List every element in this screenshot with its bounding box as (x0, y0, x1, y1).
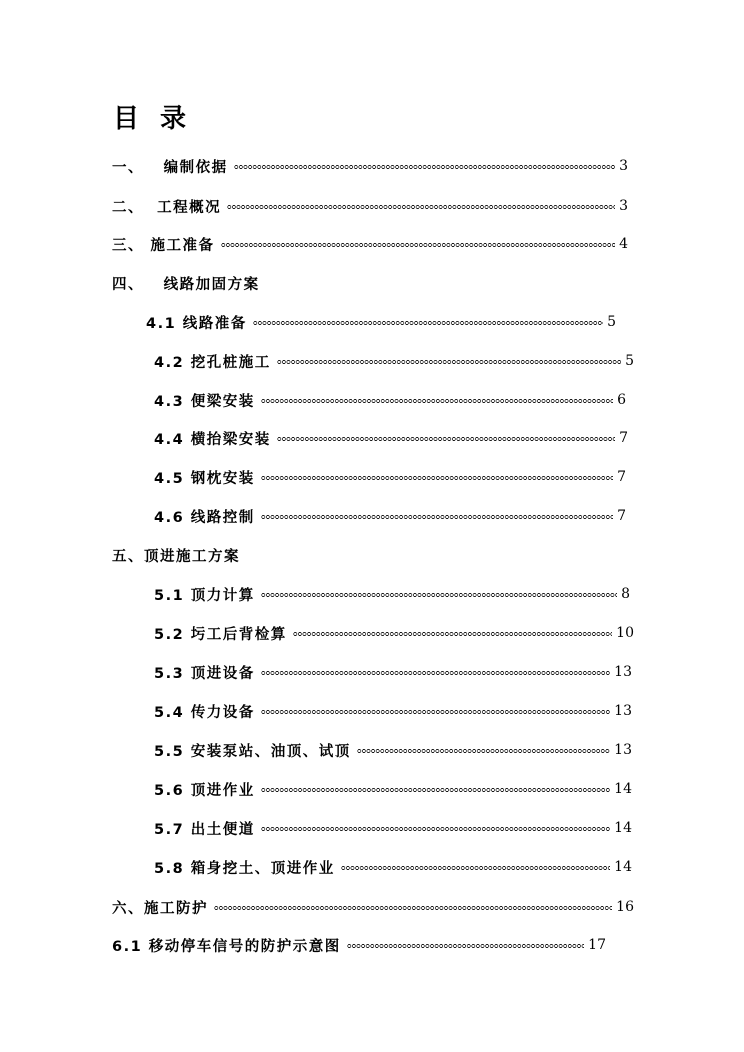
dot-leader (277, 436, 615, 442)
toc-entry-page: 5 (625, 353, 634, 369)
toc-entry-page: 7 (617, 508, 626, 524)
toc-entry-label: 4.3 便梁安装 (154, 393, 255, 410)
dot-leader (293, 631, 612, 637)
toc-entry[interactable] (154, 700, 632, 722)
toc-entry-page: 14 (614, 781, 632, 797)
toc-entry[interactable] (154, 583, 630, 605)
page-title: 目 录 (113, 104, 193, 134)
toc-entry-page: 4 (619, 236, 628, 252)
toc-entry[interactable] (154, 350, 634, 372)
toc-entry-page: 13 (614, 703, 632, 719)
toc-entry-page: 16 (616, 899, 634, 915)
dot-leader (261, 475, 613, 481)
dot-leader (261, 787, 610, 793)
dot-leader (214, 905, 612, 911)
toc-entry[interactable] (112, 155, 628, 177)
toc-entry[interactable] (146, 311, 616, 333)
toc-entry[interactable] (154, 622, 634, 644)
toc-entry-page: 3 (619, 198, 628, 214)
toc-entry-page: 7 (619, 430, 628, 446)
toc-entry-label: 5.6 顶进作业 (154, 782, 255, 799)
dot-leader (234, 164, 615, 170)
toc-entry-label: 五、顶进施工方案 (112, 548, 240, 565)
toc-entry[interactable] (154, 817, 632, 839)
dot-leader (261, 709, 610, 715)
toc-entry-label: 二、 工程概况 (112, 199, 222, 216)
toc-entry-label: 5.8 箱身挖土、顶进作业 (154, 860, 335, 877)
toc-entry-label: 4.2 挖孔桩施工 (154, 354, 271, 371)
dot-leader (357, 748, 610, 754)
toc-entry-page: 7 (617, 469, 626, 485)
toc-entry[interactable] (154, 505, 626, 527)
toc-entry-page: 13 (614, 742, 632, 758)
toc-entry-label: 4.4 横抬梁安装 (154, 431, 271, 448)
dot-leader (261, 398, 613, 404)
toc-entry[interactable] (112, 896, 634, 918)
toc-entry[interactable] (154, 466, 626, 488)
toc-entry-label: 4.5 钢枕安装 (154, 470, 255, 487)
toc-entry-label: 一、 编制依据 (112, 159, 228, 176)
toc-entry[interactable] (154, 778, 632, 800)
toc-entry-label: 6.1 移动停车信号的防护示意图 (112, 938, 341, 955)
toc-entry-page: 13 (614, 664, 632, 680)
toc-entry-page: 5 (607, 314, 616, 330)
dot-leader (261, 514, 613, 520)
dot-leader (227, 204, 615, 210)
toc-entry-page: 6 (617, 392, 626, 408)
dot-leader (341, 865, 610, 871)
toc-entry-label: 三、 施工准备 (112, 237, 215, 254)
toc-entry-page: 3 (619, 158, 628, 174)
toc-entry[interactable] (112, 544, 412, 566)
toc-entry-label: 4.6 线路控制 (154, 509, 255, 526)
toc-entry-label: 5.2 圬工后背检算 (154, 626, 287, 643)
toc-entry-label: 六、施工防护 (112, 900, 208, 917)
toc-entry-label: 四、 线路加固方案 (112, 276, 260, 293)
toc-entry-label: 5.1 顶力计算 (154, 587, 255, 604)
toc-entry[interactable] (154, 661, 632, 683)
toc-entry-page: 14 (614, 820, 632, 836)
toc-entry[interactable] (154, 739, 632, 761)
toc-entry-page: 8 (621, 586, 630, 602)
dot-leader (261, 826, 610, 832)
toc-entry-label: 4.1 线路准备 (146, 315, 247, 332)
toc-entry-label: 5.7 出土便道 (154, 821, 255, 838)
toc-entry[interactable] (154, 389, 626, 411)
dot-leader (277, 359, 621, 365)
toc-entry[interactable] (112, 195, 628, 217)
dot-leader (347, 943, 584, 949)
toc-entry-page: 17 (588, 937, 606, 953)
dot-leader (221, 242, 616, 248)
toc-entry-page: 14 (614, 859, 632, 875)
toc-entry[interactable] (112, 934, 606, 956)
toc-entry[interactable] (154, 427, 628, 449)
toc-entry-label: 5.5 安装泵站、油顶、试顶 (154, 743, 351, 760)
toc-entry-page: 10 (616, 625, 634, 641)
dot-leader (261, 592, 617, 598)
toc-entry[interactable] (154, 856, 632, 878)
dot-leader (261, 670, 610, 676)
dot-leader (253, 320, 603, 326)
toc-entry[interactable] (112, 272, 412, 294)
toc-entry-label: 5.3 顶进设备 (154, 665, 255, 682)
toc-entry-label: 5.4 传力设备 (154, 704, 255, 721)
toc-entry[interactable] (112, 233, 628, 255)
